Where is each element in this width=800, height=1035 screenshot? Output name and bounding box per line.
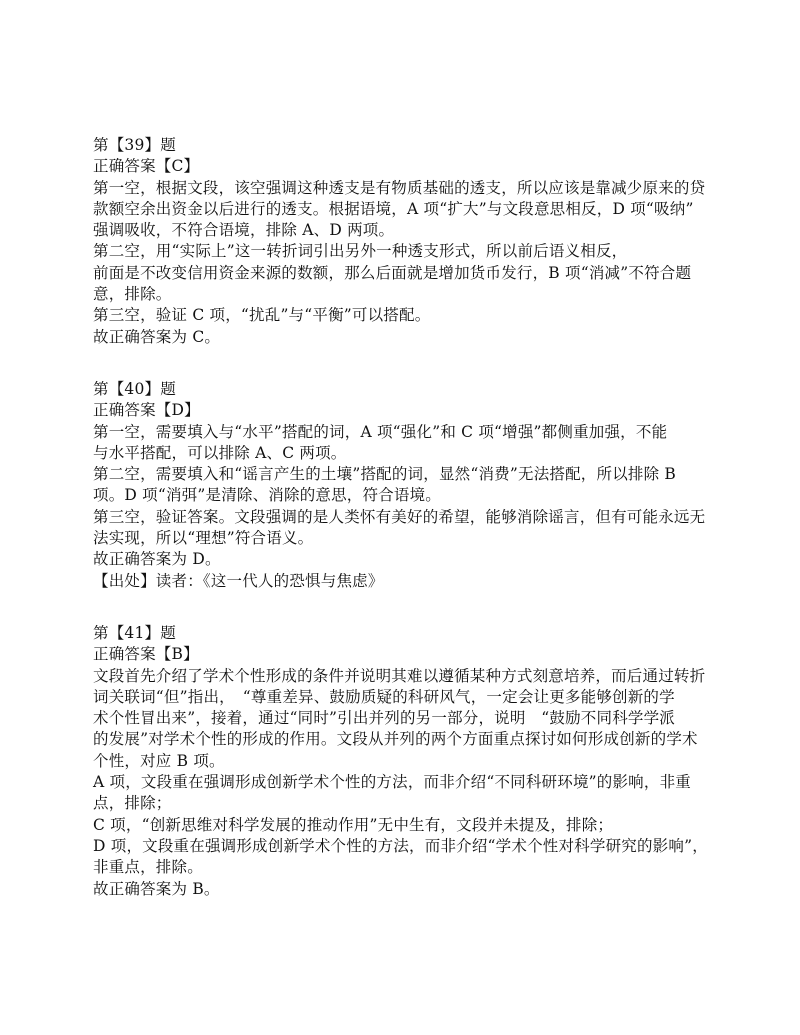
question-39-section bbox=[93, 135, 713, 348]
explanation-line: 的发展”对学术个性的形成的作用。文段从并列的两个方面重点探讨如何形成创新的学术 bbox=[93, 730, 698, 749]
final-answer-line: 故正确答案为 B。 bbox=[93, 879, 220, 898]
source-line: 【出处】读者：《这一代人的恐惧与焦虑》 bbox=[93, 571, 384, 590]
question-number: 第【39】题 bbox=[93, 136, 176, 154]
correct-answer: 正确答案【D】 bbox=[93, 401, 200, 420]
explanation-line: 文段首先介绍了学术个性形成的条件并说明其难以遵循某种方式刻意培养，而后通过转折 bbox=[93, 666, 706, 685]
explanation-line: 非重点，排除。 bbox=[93, 858, 203, 877]
explanation-line: 点，排除； bbox=[93, 794, 172, 813]
final-answer-line: 故正确答案为 D。 bbox=[93, 550, 221, 569]
final-answer-line: 故正确答案为 C。 bbox=[93, 327, 221, 346]
explanation-line: 个性，对应 B 项。 bbox=[93, 751, 225, 770]
explanation-line: C 项，“创新思维对科学发展的推动作用”无中生有，文段并未提及，排除； bbox=[93, 815, 614, 834]
question-40-section bbox=[93, 379, 713, 592]
explanation-line: 前面是不改变信用资金来源的数额，那么后面就是增加货币发行，B 项“消减”不符合题 bbox=[93, 263, 692, 282]
explanation-line: 与水平搭配，可以排除 A、C 两项。 bbox=[93, 443, 347, 462]
question-number: 第【41】题 bbox=[93, 624, 176, 642]
correct-answer: 正确答案【B】 bbox=[93, 645, 199, 664]
explanation-line: 款额空余出资金以后进行的透支。根据语境，A 项“扩大”与文段意思相反，D 项“吸纳” bbox=[93, 199, 694, 218]
explanation-line: 第二空，需要填入和“谣言产生的土壤”搭配的词，显然“消费”无法搭配，所以排除 B bbox=[93, 465, 677, 484]
explanation-line: 第三空，验证答案。文段强调的是人类怀有美好的希望，能够消除谣言，但有可能永远无 bbox=[93, 507, 706, 526]
explanation-line: 第一空，需要填入与“水平”搭配的词，A 项“强化”和 C 项“增强”都侧重加强，不能 bbox=[93, 422, 668, 441]
explanation-line: 第三空，验证 C 项，“扰乱”与“平衡”可以搭配。 bbox=[93, 306, 431, 325]
question-41-section bbox=[93, 623, 713, 900]
explanation-line: 法实现，所以“理想”符合语义。 bbox=[93, 529, 314, 548]
correct-answer: 正确答案【C】 bbox=[93, 157, 200, 176]
explanation-line: 强调吸收，不符合语境，排除 A、D 两项。 bbox=[93, 221, 395, 240]
explanation-line: D 项，文段重在强调形成创新学术个性的方法，而非介绍“学术个性对科学研究的影响”， bbox=[93, 836, 708, 855]
explanation-line: A 项，文段重在强调形成创新学术个性的方法，而非介绍“不同科研环境”的影响，非重 bbox=[93, 773, 691, 792]
explanation-line: 词关联词“但”指出， “尊重差异、鼓励质疑的科研风气，一定会让更多能够创新的学 bbox=[93, 687, 675, 706]
explanation-line: 意，排除。 bbox=[93, 285, 172, 304]
explanation-line: 第二空，用“实际上”这一转折词引出另外一种透支形式，所以前后语义相反， bbox=[93, 242, 628, 261]
explanation-line: 术个性冒出来”，接着，通过“同时”引出并列的另一部分，说明 “鼓励不同科学学派 bbox=[93, 709, 675, 728]
explanation-line: 第一空，根据文段，该空强调这种透支是有物质基础的透支，所以应该是靠减少原来的贷 bbox=[93, 178, 706, 197]
explanation-line: 项。D 项“消弭”是清除、消除的意思，符合语境。 bbox=[93, 486, 442, 505]
question-number: 第【40】题 bbox=[93, 380, 176, 398]
